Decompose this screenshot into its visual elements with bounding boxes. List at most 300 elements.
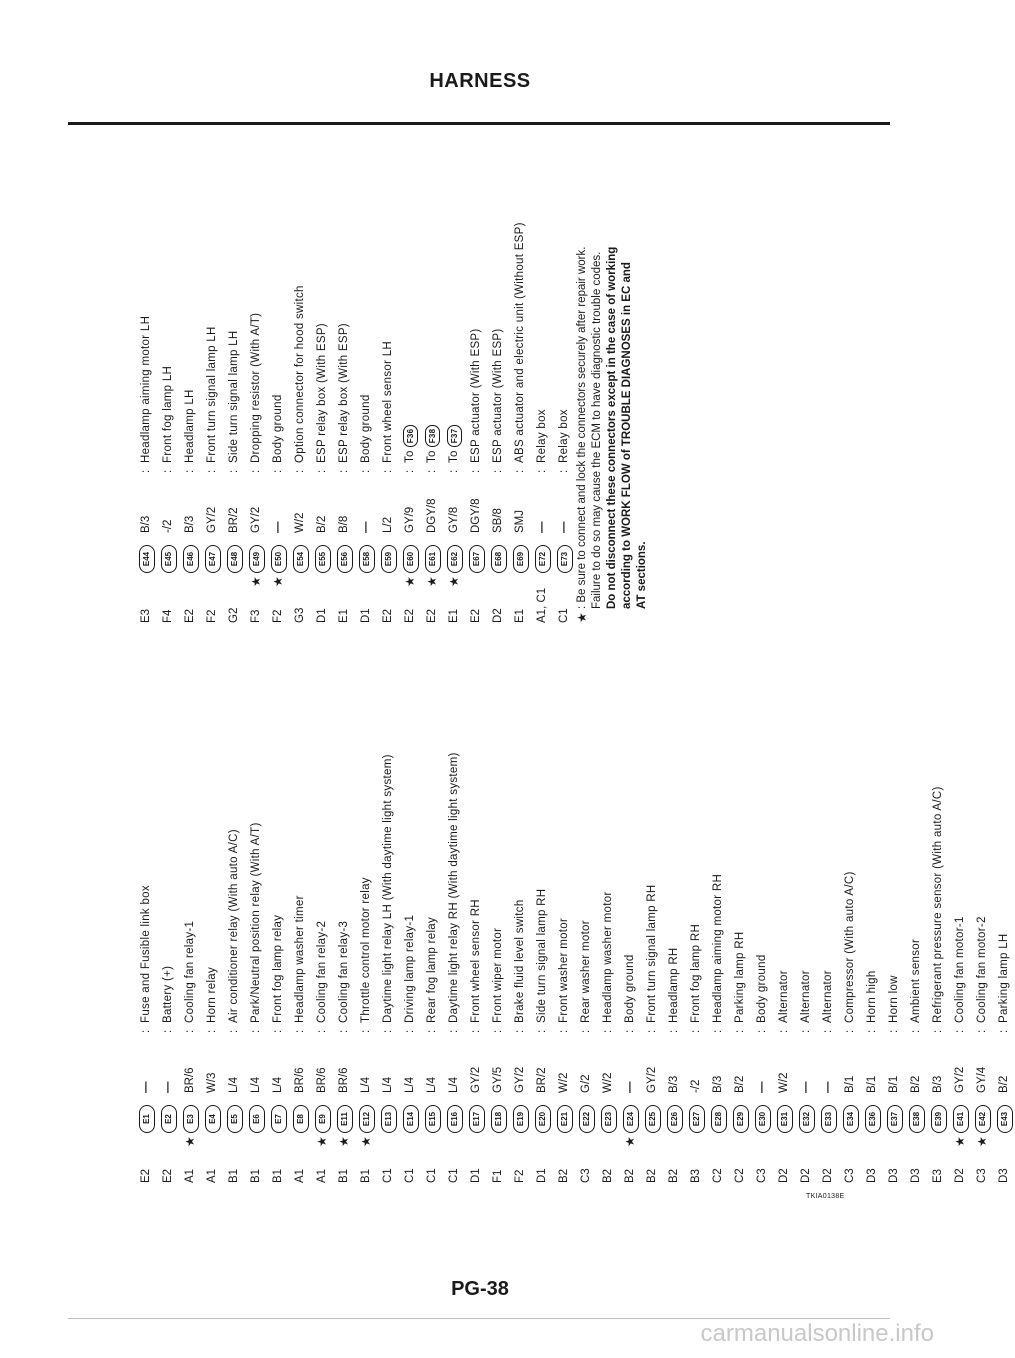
connector-number: E56 <box>337 545 353 573</box>
connector-description: Parking lamp LH <box>998 933 1010 1023</box>
wire-color: — <box>536 521 548 533</box>
connector-row <box>839 663 861 1183</box>
connector-description: Body ground <box>756 954 768 1023</box>
connector-number: E67 <box>469 545 485 573</box>
connector-number: E33 <box>821 1105 837 1133</box>
connector-description: Alternator <box>822 970 834 1023</box>
connector-number: E42 <box>975 1105 991 1133</box>
connector-row <box>993 663 1015 1183</box>
connector-description: Headlamp washer timer <box>294 895 306 1023</box>
grid-reference: C3 <box>976 1168 988 1183</box>
connector-number: E8 <box>293 1105 309 1133</box>
connector-description: Front fog lamp RH <box>690 923 702 1023</box>
separator-colon: : <box>580 1029 592 1033</box>
connector-row <box>443 663 465 1183</box>
separator-colon: : <box>558 469 570 473</box>
wire-color: B/3 <box>712 1075 724 1093</box>
grid-reference: C3 <box>756 1168 768 1183</box>
wire-color: B/3 <box>140 515 152 533</box>
wire-color: W/2 <box>602 1072 614 1093</box>
connector-row <box>531 143 553 623</box>
wire-color: W/2 <box>294 512 306 533</box>
grid-reference: A1 <box>184 1168 196 1183</box>
separator-colon: : <box>778 1029 790 1033</box>
connector-row <box>619 663 641 1183</box>
connector-description: Relay box <box>536 409 548 463</box>
connector-description: Front wheel sensor RH <box>470 899 482 1023</box>
star-icon: ★ <box>359 1136 373 1147</box>
separator-colon: : <box>162 1029 174 1033</box>
connector-description: Front turn signal lamp RH <box>646 884 658 1023</box>
connector-number: E16 <box>447 1105 463 1133</box>
connector-number: E45 <box>161 545 177 573</box>
connector-number: E39 <box>931 1105 947 1133</box>
separator-colon: : <box>492 1029 504 1033</box>
wire-color: L/4 <box>382 1077 394 1093</box>
wire-color: B/2 <box>316 515 328 533</box>
separator-colon: : <box>426 1029 438 1033</box>
connector-row <box>487 663 509 1183</box>
grid-reference: G2 <box>228 607 240 623</box>
connector-row <box>223 143 245 623</box>
connector-number: E44 <box>139 545 155 573</box>
wire-color: B/1 <box>844 1075 856 1093</box>
star-icon: ★ <box>315 1136 329 1147</box>
connector-description: Body ground <box>360 394 372 463</box>
star-icon: ★ <box>337 1136 351 1147</box>
wire-color: W/3 <box>206 1072 218 1093</box>
connector-number: E50 <box>271 545 287 573</box>
connector-row <box>333 143 355 623</box>
connector-number: E69 <box>513 545 529 573</box>
connector-description: ESP relay box (With ESP) <box>338 323 350 463</box>
description-wrapper <box>399 425 421 463</box>
grid-reference: B1 <box>338 1168 350 1183</box>
separator-colon: : <box>140 469 152 473</box>
connector-number: E72 <box>535 545 551 573</box>
note-line: Failure to do so may cause the ECM to have diagnostic trouble codes. <box>591 251 603 609</box>
connector-description: Rear fog lamp relay <box>426 916 438 1023</box>
grid-reference: F2 <box>272 609 284 623</box>
separator-colon: : <box>800 1029 812 1033</box>
connector-row <box>883 663 905 1183</box>
wire-color: B/3 <box>932 1075 944 1093</box>
grid-reference: D3 <box>888 1168 900 1183</box>
wire-color: L/4 <box>228 1077 240 1093</box>
connector-number: E2 <box>161 1105 177 1133</box>
connector-number: E32 <box>799 1105 815 1133</box>
connector-description: Headlamp LH <box>184 389 196 463</box>
connector-description: Driving lamp relay-1 <box>404 914 416 1023</box>
grid-reference: E1 <box>338 608 350 623</box>
wire-color: B/1 <box>866 1075 878 1093</box>
separator-colon: : <box>404 1029 416 1033</box>
connector-description: Throttle control motor relay <box>360 877 372 1023</box>
connector-description: Cooling fan relay-1 <box>184 920 196 1023</box>
wire-color: BR/2 <box>536 1067 548 1093</box>
separator-colon: : <box>272 1029 284 1033</box>
connector-row <box>509 143 531 623</box>
connector-description: Dropping resistor (With A/T) <box>250 312 262 463</box>
wire-color: — <box>360 521 372 533</box>
wire-color: L/4 <box>272 1077 284 1093</box>
connector-row <box>575 663 597 1183</box>
connector-number: E49 <box>249 545 265 573</box>
connector-number: E58 <box>359 545 375 573</box>
grid-reference: C1 <box>448 1168 460 1183</box>
connector-number: E3 <box>183 1105 199 1133</box>
separator-colon: : <box>448 1029 460 1033</box>
connector-row <box>905 663 927 1183</box>
separator-colon: : <box>998 1029 1010 1033</box>
grid-reference: D1 <box>536 1168 548 1183</box>
grid-reference: C1 <box>404 1168 416 1183</box>
connector-row <box>861 663 883 1183</box>
connector-row <box>179 143 201 623</box>
connector-row <box>597 663 619 1183</box>
connector-description: Front wheel sensor LH <box>382 341 394 463</box>
grid-reference: B1 <box>228 1168 240 1183</box>
wire-color: B/8 <box>338 515 350 533</box>
note-line-bold: Do not disconnect these connectors except in the case of working <box>606 246 618 609</box>
wire-color: — <box>558 521 570 533</box>
wire-color: BR/6 <box>316 1067 328 1093</box>
wire-color: GY/2 <box>514 1066 526 1093</box>
wire-color: G/2 <box>580 1074 592 1093</box>
connector-number: E18 <box>491 1105 507 1133</box>
separator-colon: : <box>822 1029 834 1033</box>
connector-description: Cooling fan motor-1 <box>954 916 966 1023</box>
separator-colon: : <box>382 469 394 473</box>
caution-notes <box>575 183 650 623</box>
connector-description: Daytime light relay RH (With daytime light system) <box>448 752 460 1023</box>
connector-description: Brake fluid level switch <box>514 899 526 1023</box>
grid-reference: E2 <box>140 1168 152 1183</box>
grid-reference: B2 <box>558 1168 570 1183</box>
grid-reference: D3 <box>910 1168 922 1183</box>
grid-reference: D3 <box>866 1168 878 1183</box>
connector-row <box>311 143 333 623</box>
watermark: carmanualsonline.info <box>700 1320 934 1347</box>
connector-description: Battery (+) <box>162 965 174 1023</box>
connector-row <box>157 663 179 1183</box>
wire-color: BR/6 <box>294 1067 306 1093</box>
connector-number: E20 <box>535 1105 551 1133</box>
note-line: : Be sure to connect and lock the connectors securely after repair work. <box>576 246 588 609</box>
connector-row <box>707 663 729 1183</box>
star-icon: ★ <box>425 576 439 587</box>
connector-row <box>245 143 267 623</box>
connector-description: Fuse and Fusible link box <box>140 885 152 1023</box>
connector-description: Air conditioner relay (With auto A/C) <box>228 829 240 1023</box>
connector-row <box>289 663 311 1183</box>
separator-colon: : <box>514 1029 526 1033</box>
grid-reference: B3 <box>690 1168 702 1183</box>
connector-description: Headlamp aiming motor RH <box>712 873 724 1023</box>
connector-row <box>465 663 487 1183</box>
star-icon: ★ <box>575 612 589 623</box>
connector-row <box>157 143 179 623</box>
wire-color: — <box>822 1081 834 1093</box>
connector-row <box>179 663 201 1183</box>
connector-description: Headlamp aiming motor LH <box>140 315 152 463</box>
connector-number: E59 <box>381 545 397 573</box>
connector-description: Ambient sensor <box>910 938 922 1023</box>
wire-color: B/2 <box>734 1075 746 1093</box>
separator-colon: : <box>624 1029 636 1033</box>
grid-reference: B1 <box>272 1168 284 1183</box>
grid-reference: C1 <box>426 1168 438 1183</box>
separator-colon: : <box>360 469 372 473</box>
note-line-bold: AT sections. <box>636 541 648 609</box>
connector-description: Refrigerant pressure sensor (With auto A/C) <box>932 786 944 1023</box>
connector-row <box>267 143 289 623</box>
connector-row <box>421 143 443 623</box>
star-icon: ★ <box>623 1136 637 1147</box>
connector-description: ESP actuator (With ESP) <box>470 328 482 463</box>
connector-description: Front washer motor <box>558 917 570 1023</box>
connector-description: Front fog lamp relay <box>272 914 284 1023</box>
wire-color: L/4 <box>426 1077 438 1093</box>
connector-description: ESP actuator (With ESP) <box>492 328 504 463</box>
figure-code: TKIA0138E <box>806 1193 845 1200</box>
connector-row <box>399 143 421 623</box>
wire-color: GY/4 <box>976 1066 988 1093</box>
connector-number: E34 <box>843 1105 859 1133</box>
note-line-bold: according to WORK FLOW of TROUBLE DIAGNOSES in EC and <box>621 262 633 609</box>
separator-colon: : <box>492 469 504 473</box>
star-icon: ★ <box>183 1136 197 1147</box>
star-icon: ★ <box>953 1136 967 1147</box>
connector-number: E60 <box>403 545 419 573</box>
separator-colon: : <box>360 1029 372 1033</box>
connector-number: E47 <box>205 545 221 573</box>
connector-list-right <box>135 143 575 623</box>
grid-reference: G3 <box>294 607 306 623</box>
connector-description: Body ground <box>272 394 284 463</box>
connector-description: To <box>448 450 460 463</box>
connector-description: Relay box <box>558 409 570 463</box>
grid-reference: D1 <box>316 608 328 623</box>
wire-color: BR/6 <box>338 1067 350 1093</box>
connector-row <box>949 663 971 1183</box>
grid-reference: D3 <box>998 1168 1010 1183</box>
wire-color: L/4 <box>404 1077 416 1093</box>
connector-number: E25 <box>645 1105 661 1133</box>
connector-description: Front wiper motor <box>492 927 504 1023</box>
connector-description: To <box>426 450 438 463</box>
connector-number: E7 <box>271 1105 287 1133</box>
connector-number: E46 <box>183 545 199 573</box>
connector-description: Cooling fan relay-3 <box>338 920 350 1023</box>
separator-colon: : <box>140 1029 152 1033</box>
wire-color: DGY/8 <box>426 498 438 533</box>
wire-color: BR/2 <box>228 507 240 533</box>
separator-colon: : <box>184 469 196 473</box>
grid-reference: B1 <box>250 1168 262 1183</box>
connector-description: Daytime light relay LH (With daytime light system) <box>382 754 394 1023</box>
connector-number: E73 <box>557 545 573 573</box>
separator-colon: : <box>162 469 174 473</box>
wire-color: -/2 <box>162 519 174 533</box>
connector-row <box>729 663 751 1183</box>
wire-color: B/2 <box>910 1075 922 1093</box>
connector-row <box>377 663 399 1183</box>
connector-row <box>641 663 663 1183</box>
separator-colon: : <box>668 1029 680 1033</box>
separator-colon: : <box>206 1029 218 1033</box>
connector-number: E6 <box>249 1105 265 1133</box>
target-connector: F38 <box>425 425 440 448</box>
separator-colon: : <box>844 1029 856 1033</box>
separator-colon: : <box>338 469 350 473</box>
connector-row <box>553 143 575 623</box>
separator-colon: : <box>338 1029 350 1033</box>
connector-row <box>289 143 311 623</box>
separator-colon: : <box>426 469 438 473</box>
wire-color: GY/9 <box>404 506 416 533</box>
grid-reference: C2 <box>734 1168 746 1183</box>
connector-row <box>817 663 839 1183</box>
separator-colon: : <box>602 1029 614 1033</box>
wire-color: SB/8 <box>492 508 504 533</box>
separator-colon: : <box>976 1029 988 1033</box>
grid-reference: D2 <box>954 1168 966 1183</box>
grid-reference: F2 <box>206 609 218 623</box>
grid-reference: B2 <box>602 1168 614 1183</box>
separator-colon: : <box>712 1029 724 1033</box>
connector-number: E55 <box>315 545 331 573</box>
connector-number: E61 <box>425 545 441 573</box>
connector-row <box>377 143 399 623</box>
separator-colon: : <box>866 1029 878 1033</box>
connector-row <box>663 663 685 1183</box>
connector-number: E31 <box>777 1105 793 1133</box>
connector-description: Front fog lamp LH <box>162 365 174 463</box>
connector-description: Headlamp RH <box>668 947 680 1023</box>
star-icon: ★ <box>403 576 417 587</box>
grid-reference: E2 <box>382 608 394 623</box>
separator-colon: : <box>294 1029 306 1033</box>
connector-number: E24 <box>623 1105 639 1133</box>
separator-colon: : <box>294 469 306 473</box>
connector-row <box>685 663 707 1183</box>
wire-color: GY/8 <box>448 506 460 533</box>
wire-color: — <box>756 1081 768 1093</box>
wire-color: GY/2 <box>646 1066 658 1093</box>
star-icon: ★ <box>271 576 285 587</box>
wire-color: GY/2 <box>954 1066 966 1093</box>
header-rule <box>68 122 890 125</box>
connector-number: E22 <box>579 1105 595 1133</box>
connector-number: E1 <box>139 1105 155 1133</box>
grid-reference: C3 <box>844 1168 856 1183</box>
connector-description: Cooling fan motor-2 <box>976 916 988 1023</box>
connector-number: E5 <box>227 1105 243 1133</box>
grid-reference: E1 <box>448 608 460 623</box>
connector-number: E12 <box>359 1105 375 1133</box>
separator-colon: : <box>206 469 218 473</box>
description-wrapper <box>421 425 443 463</box>
connector-row <box>421 663 443 1183</box>
grid-reference: B1 <box>360 1168 372 1183</box>
connector-number: E19 <box>513 1105 529 1133</box>
separator-colon: : <box>316 1029 328 1033</box>
connector-row <box>773 663 795 1183</box>
grid-reference: E3 <box>140 608 152 623</box>
separator-colon: : <box>536 469 548 473</box>
grid-reference: D1 <box>360 608 372 623</box>
connector-description: Headlamp washer motor <box>602 891 614 1023</box>
connector-number: E29 <box>733 1105 749 1133</box>
grid-reference: C1 <box>558 608 570 623</box>
connector-row <box>267 663 289 1183</box>
connector-number: E41 <box>953 1105 969 1133</box>
wire-color: L/2 <box>382 517 394 533</box>
grid-reference: E2 <box>162 1168 174 1183</box>
separator-colon: : <box>448 469 460 473</box>
star-icon: ★ <box>447 576 461 587</box>
grid-reference: E2 <box>184 608 196 623</box>
wire-color: L/4 <box>360 1077 372 1093</box>
connector-row <box>201 143 223 623</box>
grid-reference: A1 <box>206 1168 218 1183</box>
connector-number: E68 <box>491 545 507 573</box>
wire-color: — <box>624 1081 636 1093</box>
separator-colon: : <box>932 1029 944 1033</box>
connector-number: E13 <box>381 1105 397 1133</box>
separator-colon: : <box>404 469 416 473</box>
target-connector: F36 <box>403 425 418 448</box>
connector-row <box>751 663 773 1183</box>
wire-color: GY/5 <box>492 1066 504 1093</box>
separator-colon: : <box>382 1029 394 1033</box>
connector-number: E38 <box>909 1105 925 1133</box>
connector-number: E36 <box>865 1105 881 1133</box>
connector-row <box>971 663 993 1183</box>
wire-color: — <box>800 1081 812 1093</box>
connector-number: E27 <box>689 1105 705 1133</box>
grid-reference: D2 <box>800 1168 812 1183</box>
connector-number: E37 <box>887 1105 903 1133</box>
connector-number: E21 <box>557 1105 573 1133</box>
grid-reference: F2 <box>514 1169 526 1183</box>
connector-description: Rear washer motor <box>580 920 592 1023</box>
separator-colon: : <box>228 1029 240 1033</box>
wire-color: B/3 <box>184 515 196 533</box>
connector-row <box>509 663 531 1183</box>
connector-list-left <box>135 663 1015 1183</box>
star-icon: ★ <box>249 576 263 587</box>
connector-description: Park/Neutral position relay (With A/T) <box>250 822 262 1023</box>
separator-colon: : <box>536 1029 548 1033</box>
grid-reference: A1 <box>316 1168 328 1183</box>
separator-colon: : <box>888 1029 900 1033</box>
connector-number: E15 <box>425 1105 441 1133</box>
connector-row <box>245 663 267 1183</box>
grid-reference: E3 <box>932 1168 944 1183</box>
page-number: PG-38 <box>451 1278 509 1300</box>
wire-color: B/2 <box>998 1075 1010 1093</box>
grid-reference: B2 <box>668 1168 680 1183</box>
grid-reference: D2 <box>822 1168 834 1183</box>
wire-color: DGY/8 <box>470 498 482 533</box>
connector-description: Front turn signal lamp LH <box>206 326 218 463</box>
connector-description: Side turn signal lamp RH <box>536 888 548 1023</box>
wire-color: W/2 <box>778 1072 790 1093</box>
grid-reference: E2 <box>404 608 416 623</box>
connector-number: E23 <box>601 1105 617 1133</box>
